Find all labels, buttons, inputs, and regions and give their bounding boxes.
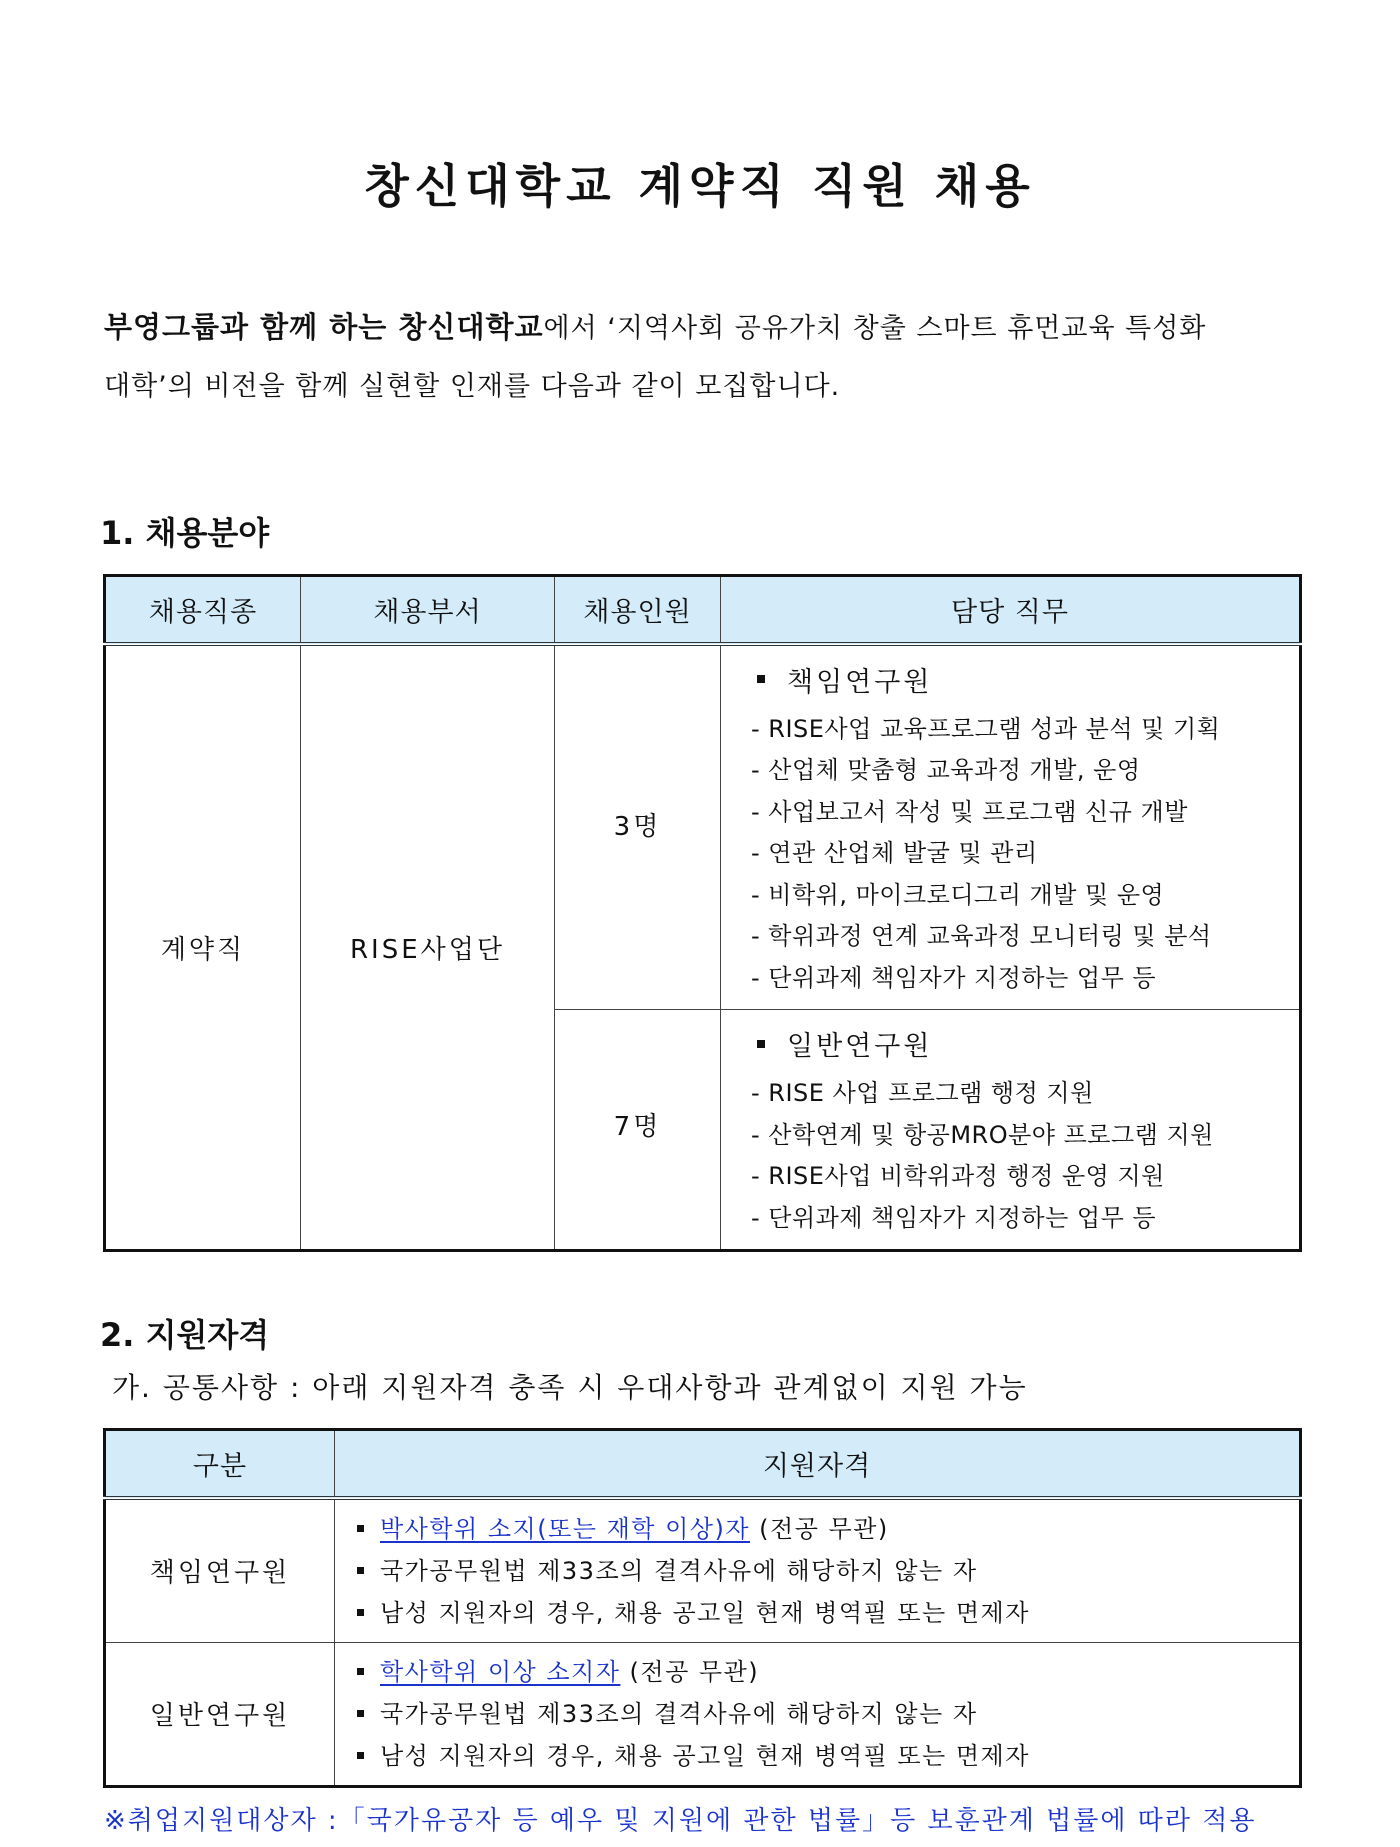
duty-line: - 비학위, 마이크로디그리 개발 및 운영 [751, 880, 1165, 909]
bullet-square-icon [357, 1710, 364, 1717]
degree-requirement-link[interactable]: 박사학위 소지(또는 재학 이상)자 [380, 1514, 751, 1543]
header-duty: 담당 직무 [721, 576, 1301, 644]
role-title-general: 일반연구원 [751, 1024, 1299, 1063]
role-title-senior: 책임연구원 [751, 660, 1299, 699]
header-qualification: 지원자격 [335, 1430, 1301, 1498]
qualification-line: 남성 지원자의 경우, 채용 공고일 현재 병역필 또는 면제자 [357, 1592, 1299, 1634]
count-cell-general: 7명 [555, 1010, 721, 1251]
duty-line: - 학위과정 연계 교육과정 모니터링 및 분석 [751, 922, 1212, 950]
qualification-line: 국가공무원법 제33조의 결격사유에 해당하지 않는 자 [357, 1693, 1299, 1735]
duty-line: - 산학연계 및 항공MRO분야 프로그램 지원 [751, 1120, 1214, 1149]
bullet-square-icon [357, 1609, 364, 1616]
duty-line: - RISE사업 비학위과정 행정 운영 지원 [751, 1162, 1165, 1190]
header-count: 채용인원 [555, 576, 721, 644]
bullet-square-icon [757, 1040, 765, 1048]
qualification-cell-general [335, 1642, 1301, 1786]
page-title: 창신대학교 계약직 직원 채용 [364, 159, 1036, 213]
degree-requirement-link[interactable]: 학사학위 이상 소지자 [380, 1657, 621, 1686]
duty-cell-general [721, 1010, 1301, 1251]
category-senior: 책임연구원 [105, 1498, 335, 1643]
category-general: 일반연구원 [105, 1642, 335, 1786]
qualification-line: 박사학위 소지(또는 재학 이상)자 (전공 무관) [357, 1508, 1299, 1550]
duty-cell-senior [721, 644, 1301, 1010]
bullet-square-icon [757, 675, 765, 683]
duty-line: - 단위과제 책임자가 지정하는 업무 등 [751, 963, 1157, 992]
header-job-type: 채용직종 [105, 576, 301, 644]
qualification-cell-senior [335, 1498, 1301, 1643]
department-cell: RISE사업단 [301, 644, 555, 1251]
recruitment-table [103, 574, 1302, 1252]
intro-bold: 부영그룹과 함께 하는 창신대학교 [104, 310, 544, 344]
duty-line: - 연관 산업체 발굴 및 관리 [751, 839, 1038, 867]
duty-line: - 산업체 맞춤형 교육과정 개발, 운영 [751, 756, 1141, 784]
section2-heading: 2. 지원자격 [100, 1316, 270, 1354]
section2-subheading: 가. 공통사항 : 아래 지원자격 충족 시 우대사항과 관계없이 지원 가능 [112, 1371, 1028, 1404]
bullet-square-icon [357, 1752, 364, 1759]
bullet-square-icon [357, 1668, 364, 1675]
section1-heading: 1. 채용분야 [100, 514, 270, 552]
duty-line: - 단위과제 책임자가 지정하는 업무 등 [751, 1203, 1157, 1232]
bullet-square-icon [357, 1525, 364, 1532]
duty-line: - RISE 사업 프로그램 행정 지원 [751, 1079, 1094, 1107]
bullet-square-icon [357, 1567, 364, 1574]
qualification-line: 학사학위 이상 소지자 (전공 무관) [357, 1651, 1299, 1693]
duty-line: - 사업보고서 작성 및 프로그램 신규 개발 [751, 797, 1188, 826]
veterans-note: ※취업지원대상자 :「국가유공자 등 예우 및 지원에 관한 법률」등 보훈관계 법률에 따라 적용 [104, 1806, 1257, 1836]
qualification-line: 남성 지원자의 경우, 채용 공고일 현재 병역필 또는 면제자 [357, 1735, 1299, 1777]
qualification-table [103, 1428, 1302, 1788]
intro-paragraph [104, 298, 1304, 416]
duty-line: - RISE사업 교육프로그램 성과 분석 및 기획 [751, 714, 1221, 743]
qualification-line: 국가공무원법 제33조의 결격사유에 해당하지 않는 자 [357, 1550, 1299, 1592]
job-type-cell: 계약직 [105, 644, 301, 1251]
intro-text: 에서 ‘지역사회 공유가치 창출 스마트 휴먼교육 특성화 [543, 313, 1207, 344]
count-cell-senior: 3명 [555, 644, 721, 1010]
header-department: 채용부서 [301, 576, 555, 644]
header-category: 구분 [105, 1430, 335, 1498]
intro-text-line2: 대학’의 비전을 함께 실현할 인재를 다음과 같이 모집합니다. [104, 371, 841, 402]
